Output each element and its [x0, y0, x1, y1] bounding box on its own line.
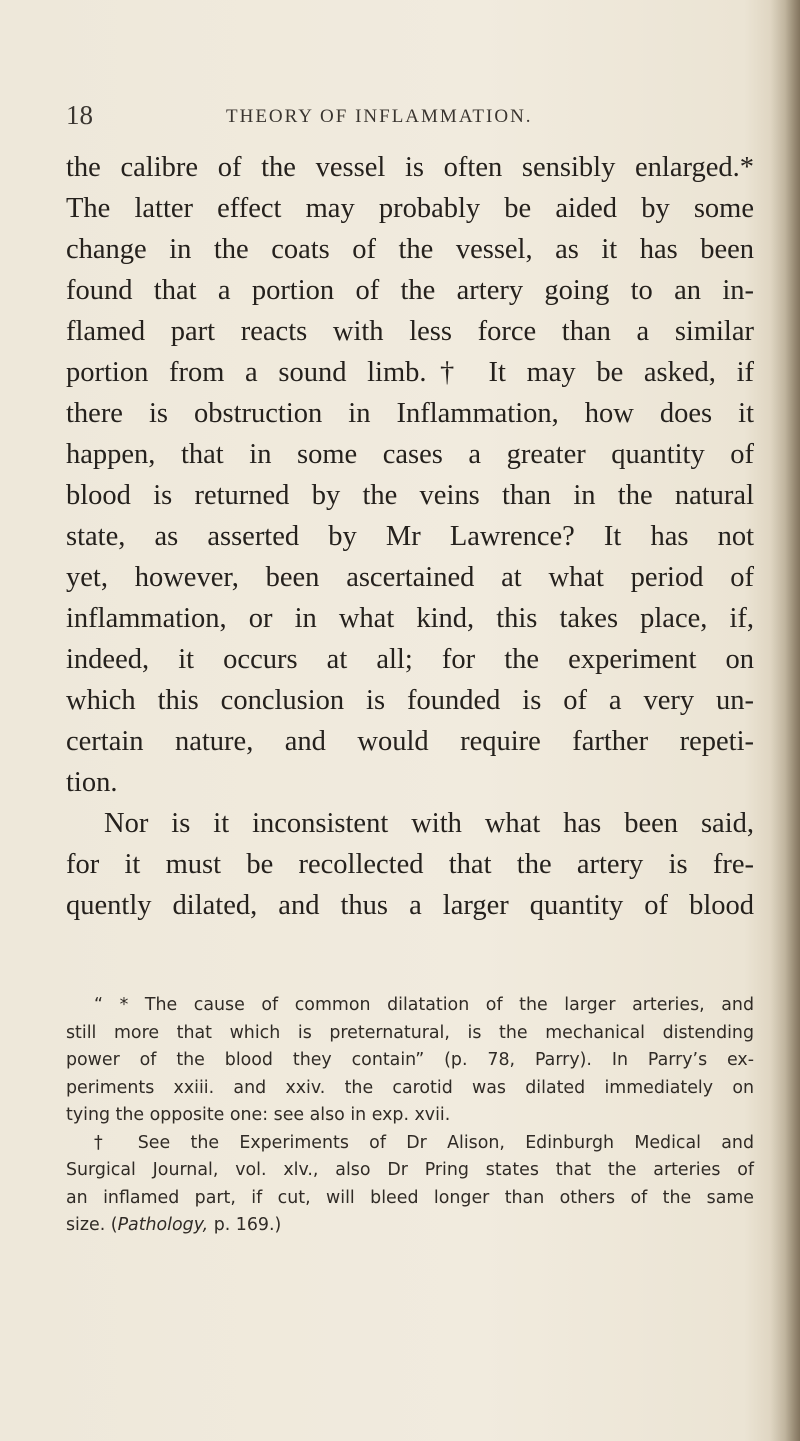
body-line: portion from a sound limb.† It may be asked, if [66, 357, 754, 388]
footnote-line: periments xxiii. and xxiv. the carotid was dilated immediately on [66, 1077, 754, 1098]
footnotes [66, 992, 754, 1240]
body-line: change in the coats of the vessel, as it has been [66, 234, 754, 265]
footnote-italic-title: Pathology, [117, 1215, 209, 1235]
body-line: indeed, it occurs at all; for the experiment on [66, 644, 754, 675]
body-line: blood is returned by the veins than in the natural [66, 480, 754, 511]
body-line: The latter effect may probably be aided by some [66, 193, 754, 224]
page-number: 18 [66, 100, 93, 130]
body-line: Nor is it inconsistent with what has been said, [104, 808, 754, 839]
body-line: inflammation, or in what kind, this takes place, if, [66, 603, 754, 634]
body-line: there is obstruction in Inflammation, how does it [66, 398, 754, 429]
running-head: THEORY OF INFLAMMATION. [226, 106, 533, 127]
page-header [66, 100, 746, 140]
body-line: tion. [66, 767, 118, 798]
body-line: quently dilated, and thus a larger quantity of blood [66, 890, 754, 921]
footnote-line: tying the opposite one: see also in exp. xvii. [66, 1105, 451, 1125]
footnote-line: power of the blood they contain” (p. 78, Parry). In Parry’s ex- [66, 1050, 754, 1070]
body-line: yet, however, been ascertained at what period of [66, 562, 754, 593]
footnote-line: “ * The cause of common dilatation of the larger arteries, and [94, 995, 754, 1015]
footnote-text: p. 169.) [208, 1215, 282, 1235]
body-line: happen, that in some cases a greater quantity of [66, 439, 754, 470]
page-edge-shadow [770, 0, 800, 1441]
footnote-last-line [66, 1212, 754, 1240]
body-line: which this conclusion is founded is of a very un- [66, 685, 754, 716]
body-line: for it must be recollected that the artery is fre- [66, 849, 754, 880]
body-line: flamed part reacts with less force than a similar [66, 316, 754, 347]
footnote-line: still more that which is preternatural, is the mechanical distending [66, 1022, 754, 1043]
body-text [66, 147, 754, 926]
footnote-line: Surgical Journal, vol. xlv., also Dr Pring states that the arteries of [66, 1160, 754, 1180]
body-line: certain nature, and would require farther repeti- [66, 726, 754, 757]
body-line: state, as asserted by Mr Lawrence? It has not [66, 521, 754, 552]
body-line: the calibre of the vessel is often sensibly enlarged.* [66, 152, 754, 183]
footnote-line: an inflamed part, if cut, will bleed longer than others of the same [66, 1187, 754, 1208]
body-line: found that a portion of the artery going to an in- [66, 275, 754, 306]
footnote-line: † See the Experiments of Dr Alison, Edinburgh Medical and [94, 1132, 754, 1153]
footnote-text: size. ( [66, 1215, 118, 1235]
